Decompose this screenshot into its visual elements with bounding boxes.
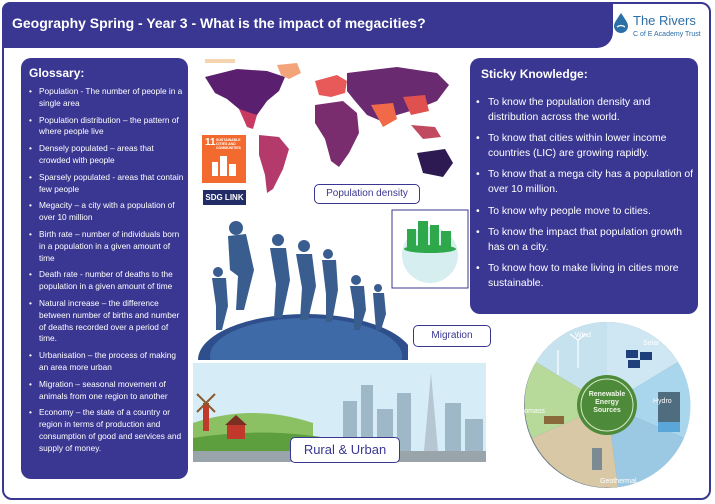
sticky-knowledge-panel xyxy=(470,58,698,314)
glossary-item: • Urbanisation – the process of making an area more urban xyxy=(29,350,184,374)
sticky-item: • To know how to make living in cities more sustainable. xyxy=(476,262,694,291)
glossary-item: • Birth rate – number of individuals born in a population in a given amount of time xyxy=(29,229,184,264)
sdg-link[interactable]: SDG LINK xyxy=(203,190,246,205)
glossary-item: • Densely populated – areas that crowded with people xyxy=(29,143,184,167)
droplet-icon xyxy=(613,12,629,34)
glossary-item: • Sparsely populated - areas that contain few people xyxy=(29,172,184,196)
migration-caption: Migration xyxy=(413,325,491,347)
sticky-list xyxy=(476,96,694,299)
sdg-number: 11 xyxy=(205,137,216,148)
glossary-item: • Death rate - number of deaths to the population in a given amount of time xyxy=(29,269,184,293)
glossary-list xyxy=(29,86,184,460)
glossary-item: • Migration – seasonal movement of animals from one region to another xyxy=(29,379,184,403)
population-density-caption: Population density xyxy=(314,184,420,204)
page-title: Geography Spring - Year 3 - What is the impact of megacities? xyxy=(12,15,426,31)
logo-name: The Rivers xyxy=(633,13,696,28)
glossary-panel xyxy=(21,58,188,479)
energy-label-geothermal: Geothermal xyxy=(600,478,637,485)
sticky-item: • To know the impact that population growth has on a city. xyxy=(476,226,694,255)
energy-label-biomass: Biomass xyxy=(518,408,545,415)
sticky-item: • To know the population density and distribution across the world. xyxy=(476,96,694,125)
glossary-item: • Population - The number of people in a single area xyxy=(29,86,184,110)
energy-label-hydro: Hydro xyxy=(653,398,672,405)
rural-urban-caption: Rural & Urban xyxy=(290,437,400,463)
glossary-item: • Population distribution – the pattern of where people live xyxy=(29,115,184,139)
sticky-item: • To know why people move to cities. xyxy=(476,205,694,220)
glossary-item: • Natural increase – the difference between number of births and number of deaths recorded over a period of time. xyxy=(29,298,184,345)
glossary-title: Glossary: xyxy=(29,66,85,80)
header-banner xyxy=(2,2,613,48)
sticky-title: Sticky Knowledge: xyxy=(481,67,588,81)
sdg-11-tile xyxy=(202,135,246,183)
glossary-item: • Megacity – a city with a population of over 10 million xyxy=(29,200,184,224)
migration-illustration xyxy=(196,210,408,360)
sdg-goal-text: SUSTAINABLE CITIES AND COMMUNITIES xyxy=(216,138,241,150)
green-city-globe xyxy=(391,209,469,289)
logo-subtitle: C of E Academy Trust xyxy=(633,31,701,38)
energy-label-wind: Wind xyxy=(575,332,591,339)
glossary-item: • Economy – the state of a country or region in terms of production and consumption of good and services and supply of money. xyxy=(29,407,184,454)
city-icon xyxy=(210,152,238,178)
trust-logo xyxy=(613,10,705,46)
energy-center-label: Renewable Energy Sources xyxy=(588,391,626,414)
sticky-item: • To know that cities within lower income countries (LIC) are growing rapidly. xyxy=(476,132,694,161)
energy-label-solar: Solar xyxy=(643,340,660,347)
sticky-item: • To know that a mega city has a population of over 10 million. xyxy=(476,168,694,197)
